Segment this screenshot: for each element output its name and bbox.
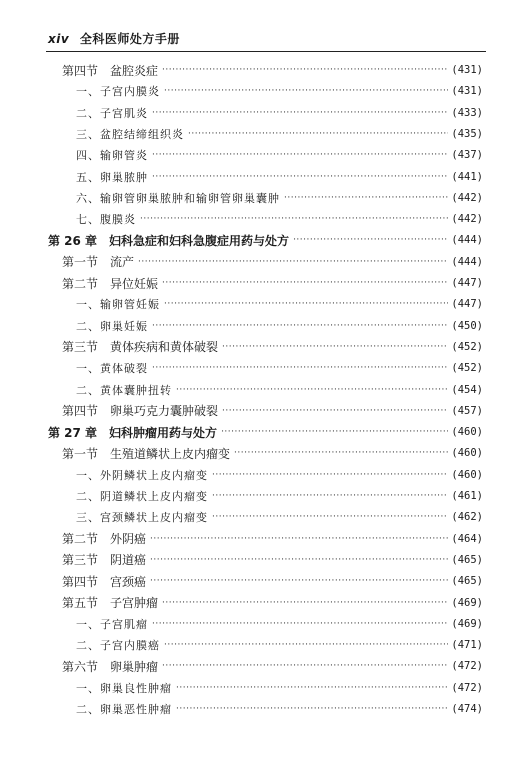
toc-entry <box>62 550 483 570</box>
toc-entry-title: 二、阴道鳞状上皮内瘤变 <box>76 490 208 503</box>
dot-leader <box>152 321 448 331</box>
dot-leader <box>188 129 448 139</box>
dot-leader <box>162 65 448 75</box>
dot-leader <box>212 512 448 522</box>
toc-entry-page: (437) <box>451 149 483 162</box>
toc-entry <box>62 529 483 549</box>
toc-entry-page: (462) <box>451 511 483 524</box>
toc-entry-page: (472) <box>451 660 483 673</box>
header-book-title: 全科医师处方手册 <box>79 32 180 46</box>
toc-entry-title: 一、输卵管妊娠 <box>76 298 160 312</box>
toc-entry <box>62 337 483 357</box>
toc-entry <box>62 571 483 591</box>
dot-leader <box>234 448 448 458</box>
dot-leader <box>152 150 448 160</box>
dot-leader <box>164 299 448 309</box>
toc-entry-title: 第三节 阴道癌 <box>62 553 147 568</box>
toc-entry-title: 第 27 章 妇科肿瘤用药与处方 <box>48 425 218 440</box>
toc-entry <box>76 316 483 336</box>
toc-entry-page: (457) <box>451 404 483 417</box>
toc-entry-title: 六、输卵管卵巢脓肿和输卵管卵巢囊肿 <box>76 191 280 205</box>
toc-entry-title: 第一节 生殖道鳞状上皮内瘤变 <box>62 446 231 461</box>
toc-entry-page: (452) <box>451 340 483 353</box>
toc-entry-title: 第四节 宫颈癌 <box>62 574 147 589</box>
toc-entry-page: (433) <box>451 106 483 119</box>
toc-entry <box>76 124 483 144</box>
dot-leader <box>212 491 448 501</box>
toc-entry-page: (444) <box>451 234 483 247</box>
toc-entry-title: 一、子宫肌瘤 <box>76 617 148 631</box>
toc-entry <box>76 614 483 634</box>
toc-entry-title: 七、腹膜炎 <box>76 213 136 227</box>
toc-entry <box>76 209 483 229</box>
toc-entry <box>62 252 483 272</box>
toc-entry-title: 四、输卵管炎 <box>76 149 148 163</box>
toc-entry-page: (441) <box>451 170 483 183</box>
toc-entry-page: (454) <box>451 383 483 396</box>
toc-entry <box>48 230 483 250</box>
header-rule <box>46 51 486 52</box>
toc-entry-title: 第五节 子宫肿瘤 <box>62 596 159 610</box>
toc-entry-title: 三、盆腔结缔组织炎 <box>76 127 184 141</box>
toc-entry-page: (460) <box>451 468 483 481</box>
toc-entry <box>76 145 483 165</box>
toc-entry-page: (435) <box>451 127 483 140</box>
dot-leader <box>152 172 448 182</box>
toc-entry-page: (452) <box>451 362 483 375</box>
toc-entry-page: (465) <box>451 553 483 566</box>
dot-leader <box>140 214 448 224</box>
toc-entry <box>62 443 483 463</box>
dot-leader <box>152 108 448 118</box>
toc-entry-page: (447) <box>451 277 483 289</box>
toc-entry <box>76 699 483 719</box>
dot-leader <box>284 193 448 203</box>
toc-entry-page: (461) <box>451 490 483 502</box>
toc-entry-page: (472) <box>451 681 483 694</box>
toc-entry <box>76 188 483 208</box>
toc-entry <box>76 294 483 314</box>
toc-entry-page: (474) <box>451 703 483 715</box>
toc-entry-title: 五、卵巢脓肿 <box>76 170 148 184</box>
toc-entry-title: 第三节 黄体疾病和黄体破裂 <box>62 340 219 355</box>
toc-entry-title: 第四节 卵巢巧克力囊肿破裂 <box>62 404 219 419</box>
toc-entry-page: (465) <box>451 575 483 588</box>
toc-entry-page: (464) <box>451 532 483 545</box>
toc-entry <box>62 273 483 293</box>
dot-leader <box>162 598 448 608</box>
toc-entry <box>76 103 483 123</box>
dot-leader <box>162 278 448 288</box>
toc-entry-page: (444) <box>451 255 483 268</box>
dot-leader <box>164 86 448 96</box>
toc-entry <box>76 358 483 378</box>
toc-entry-title: 一、卵巢良性肿瘤 <box>76 681 172 695</box>
dot-leader <box>150 534 448 544</box>
dot-leader <box>150 555 448 565</box>
toc-entry-title: 一、黄体破裂 <box>76 362 148 376</box>
toc-entry <box>76 167 483 187</box>
dot-leader <box>221 427 448 437</box>
toc-entry-title: 第六节 卵巢肿瘤 <box>62 659 159 674</box>
toc-entry-title: 第一节 流产 <box>62 255 135 270</box>
toc-entry-page: (460) <box>451 447 483 460</box>
toc-entry-page: (431) <box>451 85 483 98</box>
dot-leader <box>176 385 448 395</box>
toc-entry-title: 第二节 外阴癌 <box>62 532 147 547</box>
running-header <box>48 30 180 47</box>
toc-entry-title: 一、子宫内膜炎 <box>76 85 160 99</box>
toc-entry-title: 二、子宫肌炎 <box>76 106 148 120</box>
toc-entry-title: 第 26 章 妇科急症和妇科急腹症用药与处方 <box>48 233 290 248</box>
toc-entry <box>76 486 483 506</box>
dot-leader <box>222 406 448 416</box>
toc-entry-title: 二、卵巢妊娠 <box>76 319 148 333</box>
toc-entry <box>76 678 483 698</box>
toc-entry <box>76 507 483 527</box>
toc-entry <box>62 401 483 421</box>
dot-leader <box>152 363 448 373</box>
toc-entry <box>76 635 483 655</box>
dot-leader <box>150 576 448 586</box>
dot-leader <box>176 683 448 693</box>
toc-entry-page: (431) <box>451 64 483 76</box>
toc-entry <box>76 465 483 485</box>
toc-entry-title: 第二节 异位妊娠 <box>62 276 159 291</box>
dot-leader <box>138 257 448 267</box>
toc-entry-page: (469) <box>451 596 483 609</box>
toc-entry-page: (450) <box>451 319 483 332</box>
dot-leader <box>152 619 448 629</box>
toc-entry <box>62 656 483 676</box>
toc-entry-title: 二、卵巢恶性肿瘤 <box>76 703 172 716</box>
toc-entry-page: (469) <box>451 617 483 630</box>
toc-entry-title: 第四节 盆腔炎症 <box>62 63 159 78</box>
toc-entry-page: (471) <box>451 639 483 652</box>
dot-leader <box>164 640 448 650</box>
toc-entry-title: 三、宫颈鳞状上皮内瘤变 <box>76 511 208 525</box>
dot-leader <box>176 704 448 714</box>
toc-entry-page: (447) <box>451 298 483 311</box>
toc-entry-page: (442) <box>451 191 483 204</box>
toc-entry-page: (442) <box>451 213 483 226</box>
toc-entry <box>48 422 483 442</box>
toc-entry-page: (460) <box>451 426 483 439</box>
header-page-number: xiv <box>48 32 70 46</box>
toc-entry-title: 二、黄体囊肿扭转 <box>76 383 172 397</box>
dot-leader <box>212 470 448 480</box>
toc-entry-title: 一、外阴鳞状上皮内瘤变 <box>76 468 208 482</box>
toc-entry <box>62 60 483 80</box>
toc-entry <box>62 593 483 613</box>
dot-leader <box>162 661 448 671</box>
dot-leader <box>293 235 448 245</box>
toc-entry <box>76 81 483 101</box>
toc-entry <box>76 380 483 400</box>
toc-entry-title: 二、子宫内膜癌 <box>76 639 160 653</box>
dot-leader <box>222 342 448 352</box>
